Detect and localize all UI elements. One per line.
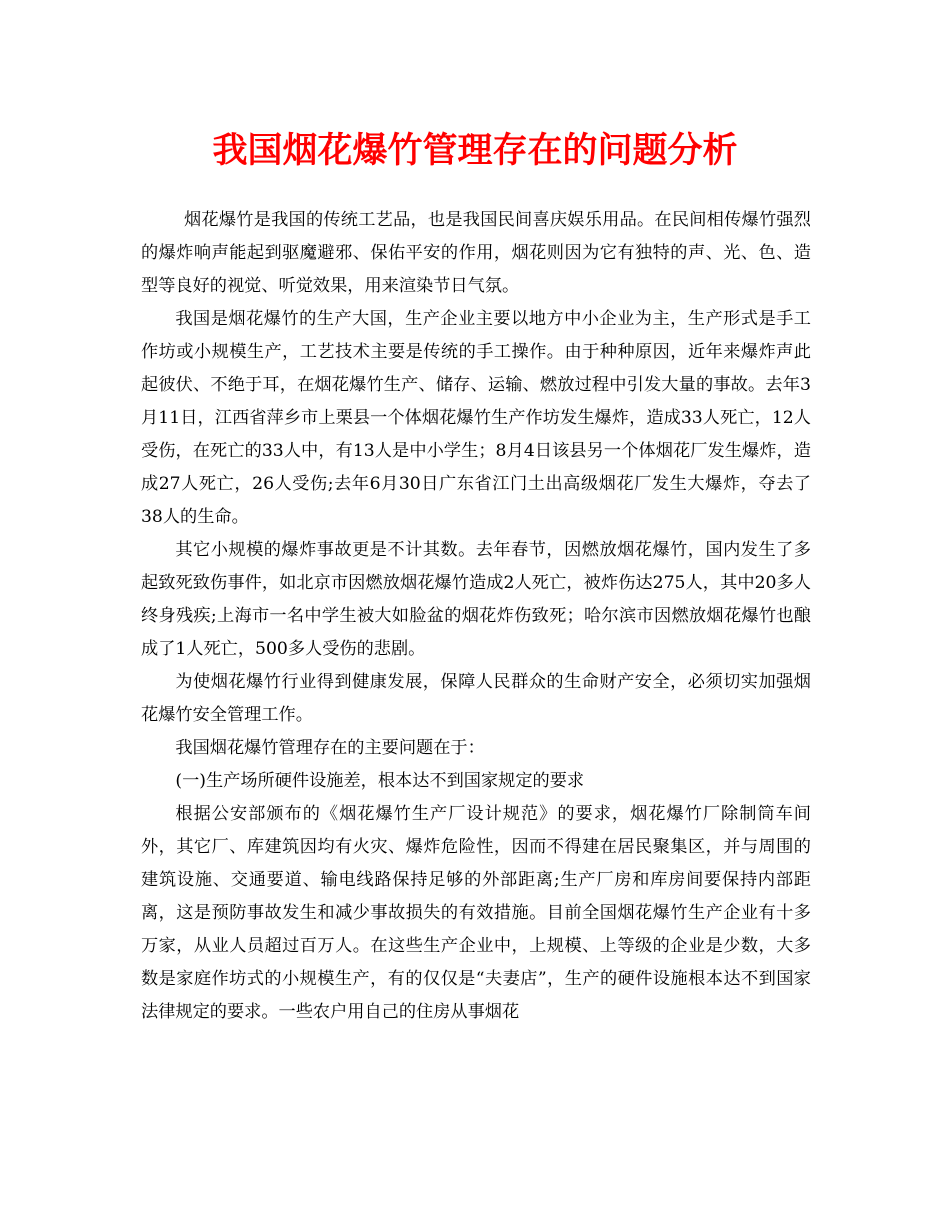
paragraph-safety-management: 为使烟花爆竹行业得到健康发展，保障人民群众的生命财产安全，必须切实加强烟花爆竹安全管理工作。 (141, 672, 811, 725)
section-heading-1: (一)生产场所硬件设施差，根本达不到国家规定的要求 (175, 771, 585, 791)
paragraph-intro: 烟花爆竹是我国的传统工艺品，也是我国民间喜庆娱乐用品。在民间相传爆竹强烈的爆炸响声能起到驱魔避邪、保佑平安的作用，烟花则因为它有独特的声、光、色、造型等良好的视觉、听觉效果，用来渲染节日气氛。 (141, 210, 811, 296)
document-body (141, 204, 811, 1029)
paragraph-design-spec: 根据公安部颁布的《烟花爆竹生产厂设计规范》的要求，烟花爆竹厂除制筒车间外，其它厂、库建筑因均有火灾、爆炸危险性，因而不得建在居民聚集区，并与周围的建筑设施、交通要道、输电线路保持足够的外部距离;生产厂房和库房间要保持内部距离，这是预防事故发生和减少事故损失的有效措施。目前全国烟花爆竹生产企业有十多万家，从业人员超过百万人。在这些生产企业中，上规模、上等级的企业是少数，大多数是家庭作坊式的小规模生产，有的仅仅是“夫妻店”，生产的硬件设施根本达不到国家法律规定的要求。一些农户用自己的住房从事烟花 (141, 804, 811, 1022)
document-title: 我国烟花爆竹管理存在的问题分析 (212, 130, 738, 171)
paragraph-production-accidents: 我国是烟花爆竹的生产大国，生产企业主要以地方中小企业为主，生产形式是手工作坊或小规模生产，工艺技术主要是传统的手工操作。由于种种原因，近年来爆炸声此起彼伏、不绝于耳，在烟花爆竹生产、储存、运输、燃放过程中引发大量的事故。去年3月11日，江西省萍乡市上栗县一个体烟花爆竹生产作坊发生爆炸，造成33人死亡，12人受伤，在死亡的33人中，有13人是中小学生；8月4日该县另一个体烟花厂发生爆炸，造成27人死亡，26人受伤;去年6月30日广东省江门土出高级烟花厂发生大爆炸，夺去了38人的生命。 (141, 309, 811, 527)
paragraph-main-problems: 我国烟花爆竹管理存在的主要问题在于： (175, 738, 485, 758)
paragraph-small-accidents: 其它小规模的爆炸事故更是不计其数。去年春节，因燃放烟花爆竹，国内发生了多起致死致伤事件，如北京市因燃放烟花爆竹造成2人死亡，被炸伤达275人，其中20多人终身残疾;上海市一名中学生被大如脸盆的烟花炸伤致死；哈尔滨市因燃放烟花爆竹也酿成了1人死亡，500多人受伤的悲剧。 (141, 540, 811, 659)
